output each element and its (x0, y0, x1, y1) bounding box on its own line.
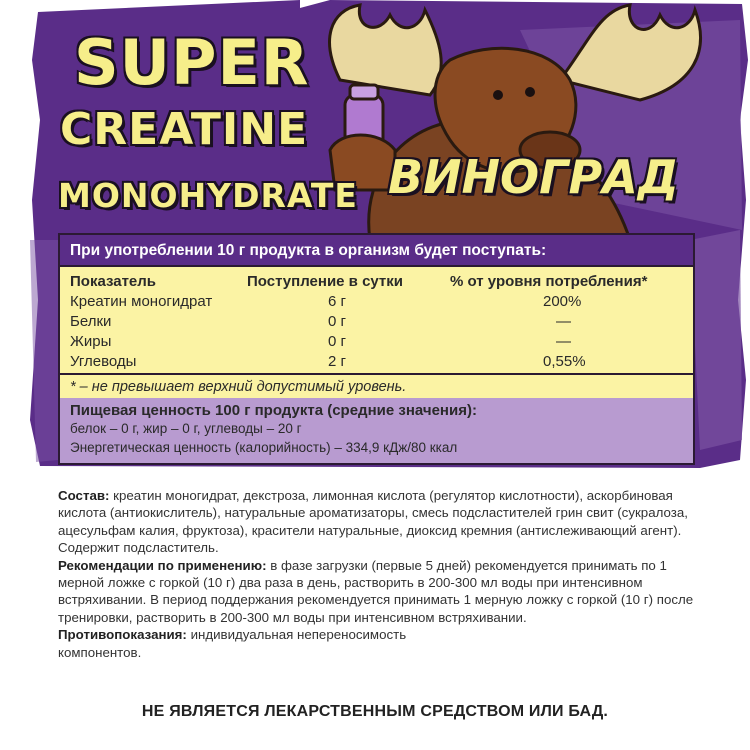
brand-title-monohydrate: MONOHYDRATE (58, 176, 358, 215)
brand-title-creatine: CREATINE (60, 104, 309, 155)
row-name-carbs: Углеводы (70, 353, 137, 370)
row-intake-carbs: 2 г (328, 353, 346, 370)
nutritional-value-energy: Энергетическая ценность (калорийность) – 334,9 кДж/80 ккал (70, 440, 458, 455)
column-header-percent: % от уровня потребления* (450, 273, 648, 290)
nutrition-header: При употреблении 10 г продукта в организм будет поступать: (60, 235, 693, 267)
nutritional-value-macros: белок – 0 г, жир – 0 г, углеводы – 20 г (70, 421, 302, 436)
row-percent-creatine: 200% (543, 293, 582, 310)
row-name-fat: Жиры (70, 333, 112, 350)
contraindications-paragraph (58, 626, 478, 661)
contraindications-text: индивидуальная непереносимость компонентов. (58, 627, 407, 660)
moose-mascot-illustration (300, 0, 720, 240)
ingredients-label: Состав: (58, 488, 110, 503)
row-name-creatine: Креатин моногидрат (70, 293, 213, 310)
column-header-daily-intake: Поступление в сутки (247, 273, 404, 290)
contraindications-label: Противопоказания: (58, 627, 187, 643)
column-header-indicator: Показатель (70, 273, 157, 290)
nutrition-footnote: * – не превышает верхний допустимый уровень. (60, 373, 693, 400)
composition-text (58, 487, 698, 661)
row-name-protein: Белки (70, 313, 112, 330)
row-percent-carbs: 0,55% (543, 353, 586, 370)
row-intake-protein: 0 г (328, 313, 346, 330)
row-intake-creatine: 6 г (328, 293, 346, 310)
usage-label: Рекомендации по применению: (58, 557, 267, 573)
row-intake-fat: 0 г (328, 333, 346, 350)
row-percent-protein: — (556, 313, 571, 330)
flavor-label: ВИНОГРАД (388, 150, 679, 204)
ingredients-paragraph (58, 487, 698, 557)
usage-paragraph (58, 557, 698, 627)
nutrition-table (58, 233, 695, 465)
brand-title-super: SUPER (74, 26, 310, 99)
nutritional-value-title: Пищевая ценность 100 г продукта (средние значения): (70, 402, 477, 419)
disclaimer: НЕ ЯВЛЯЕТСЯ ЛЕКАРСТВЕННЫМ СРЕДСТВОМ ИЛИ БАД. (141, 703, 609, 720)
ingredients-text: креатин моногидрат, декстроза, лимонная кислота (регулятор кислотности), аскорбиновая кислота (антиокислитель), натуральные ароматизаторы, смесь подсластителей грин свит (сукралоза, ацесульфам калия, фруктоза), красители натуральные, диоксид кремния (антислеживающий агент). Содержит подсластитель. (58, 488, 688, 556)
nutritional-value-section (60, 398, 693, 463)
row-percent-fat: — (556, 333, 571, 350)
nutrition-rows (60, 267, 693, 375)
usage-text: в фазе загрузки (первые 5 дней) рекомендуется принимать по 1 мерной ложке с горкой (10 г) два раза в день, растворить в 200-300 мл воды при интенсивном встряхивании. В период поддержания рекомендуется принимать 1 мерную ложку с горкой (10 г) после тренировки, растворить в 200-300 мл воды при интенсивном встряхивании. (58, 557, 694, 625)
